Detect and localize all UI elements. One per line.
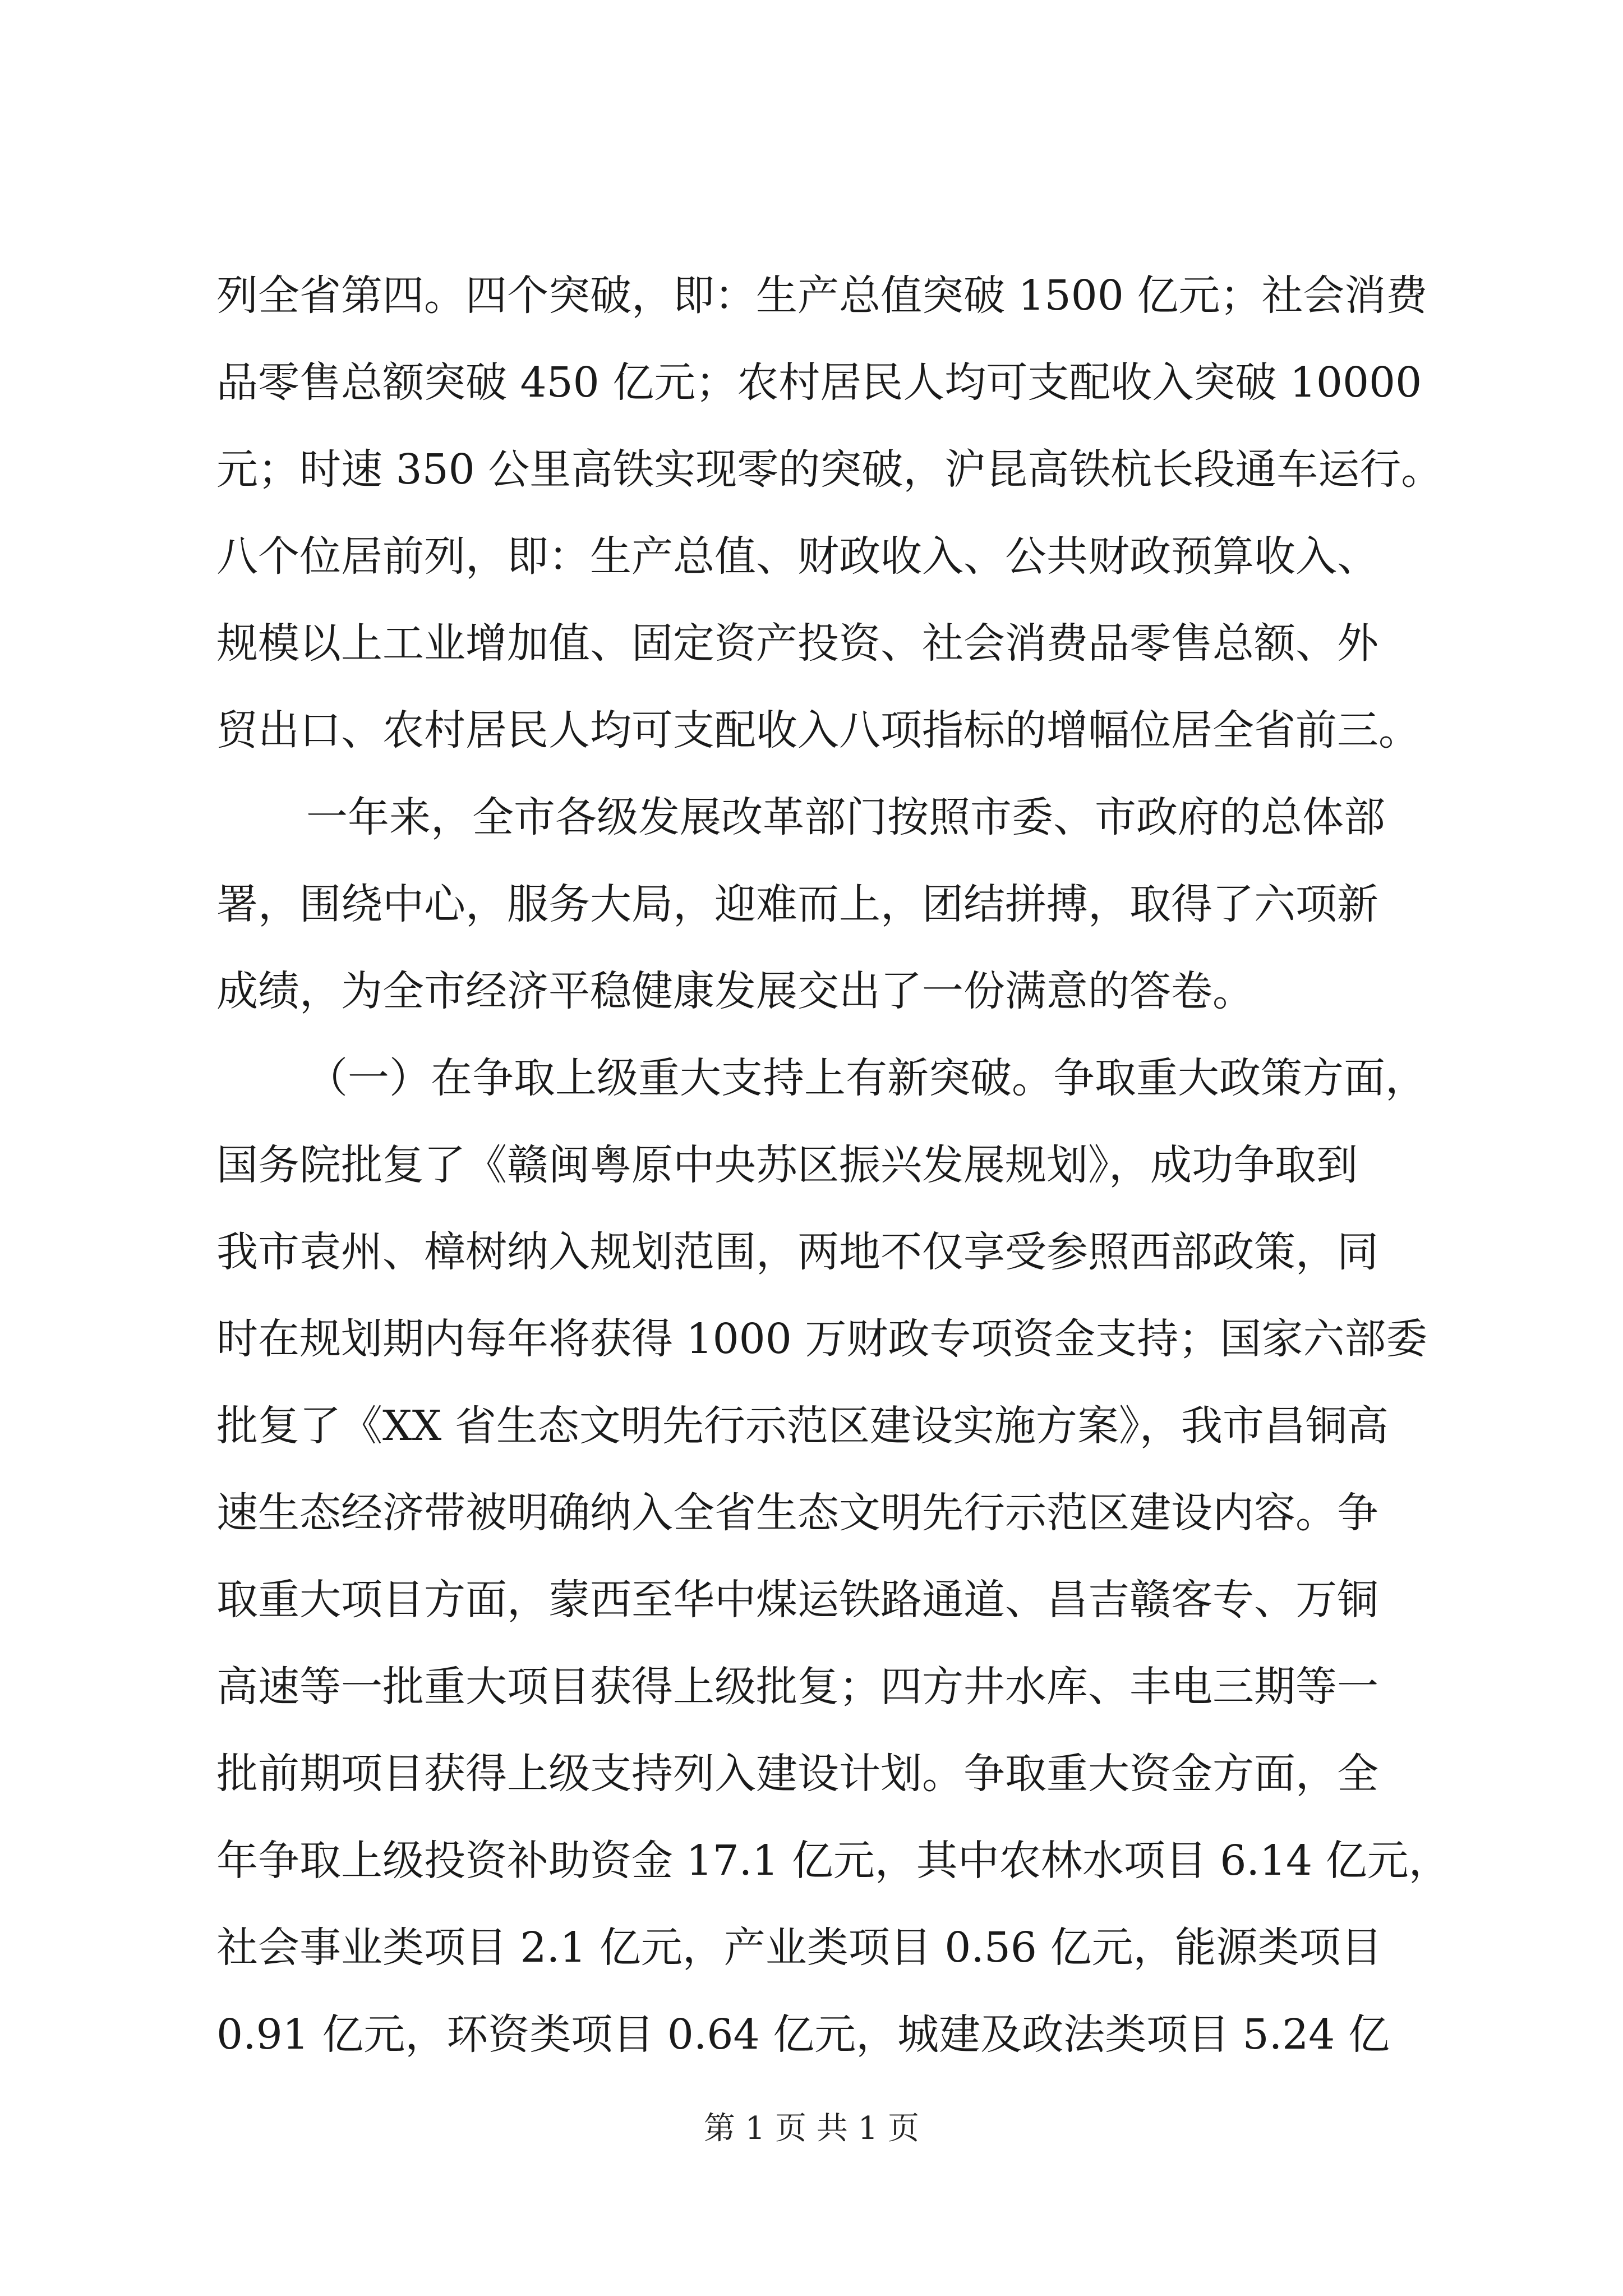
text-line: 社会事业类项目 2.1 亿元，产业类项目 0.56 亿元，能源类项目: [216, 1924, 1382, 1972]
text-line: 取重大项目方面，蒙西至华中煤运铁路通道、昌吉赣客专、万铜: [216, 1576, 1378, 1624]
text-line: 高速等一批重大项目获得上级批复；四方井水库、丰电三期等一: [216, 1663, 1378, 1711]
text-line: 元；时速 350 公里高铁实现零的突破，沪昆高铁杭长段通车运行。: [216, 445, 1443, 494]
text-line: 贸出口、农村居民人均可支配收入八项指标的增幅位居全省前三。: [216, 706, 1420, 754]
text-line: 八个位居前列，即：生产总值、财政收入、公共财政预算收入、: [216, 532, 1378, 581]
text-line: 署，围绕中心，服务大局，迎难而上，团结拼搏，取得了六项新: [216, 880, 1378, 928]
page-footer: [0, 2109, 1623, 2148]
text-line: 国务院批复了《赣闽粤原中央苏区振兴发展规划》，成功争取到: [216, 1141, 1358, 1189]
text-line: 时在规划期内每年将获得 1000 万财政专项资金支持；国家六部委: [216, 1315, 1428, 1363]
text-line: 我市袁州、樟树纳入规划范围，两地不仅享受参照西部政策，同: [216, 1228, 1378, 1276]
text-line: 年争取上级投资补助资金 17.1 亿元，其中农林水项目 6.14 亿元，: [216, 1837, 1450, 1885]
text-line: 规模以上工业增加值、固定资产投资、社会消费品零售总额、外: [216, 619, 1378, 668]
page-number-label: 第 1 页 共 1 页: [703, 2110, 920, 2147]
text-line: 批复了《XX 省生态文明先行示范区建设实施方案》，我市昌铜高: [216, 1402, 1389, 1450]
text-line: 品零售总额突破 450 亿元；农村居民人均可支配收入突破 10000: [216, 358, 1422, 407]
text-line: 速生态经济带被明确纳入全省生态文明先行示范区建设内容。争: [216, 1489, 1378, 1537]
section-heading-line: （一）在争取上级重大支持上有新突破。争取重大政策方面，: [306, 1054, 1427, 1102]
body-text: [216, 252, 1450, 2078]
text-line: 成绩，为全市经济平稳健康发展交出了一份满意的答卷。: [216, 967, 1254, 1015]
paragraph-start-line: 一年来，全市各级发展改革部门按照市委、市政府的总体部: [306, 793, 1385, 841]
text-line: 批前期项目获得上级支持列入建设计划。争取重大资金方面，全: [216, 1750, 1378, 1798]
text-line: 列全省第四。四个突破，即：生产总值突破 1500 亿元；社会消费: [216, 272, 1428, 320]
text-line: 0.91 亿元，环资类项目 0.64 亿元，城建及政法类项目 5.24 亿: [216, 2010, 1390, 2059]
